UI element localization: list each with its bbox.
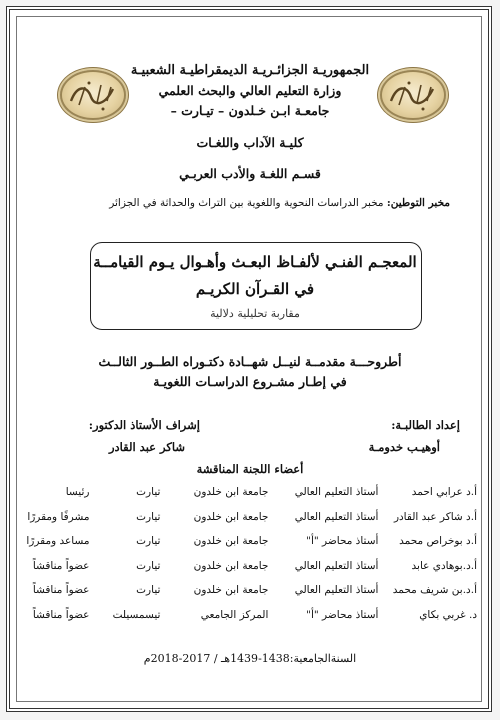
table-row xyxy=(18,578,480,603)
member-institution: جامعة ابن خلدون xyxy=(193,535,269,548)
table-row xyxy=(18,480,480,505)
member-city: تيارت xyxy=(136,535,161,548)
member-name: أ.د بوخراص محمد xyxy=(399,535,477,548)
member-rank: أستاذ التعليم العالي xyxy=(294,584,379,597)
member-institution: جامعة ابن خلدون xyxy=(193,559,269,572)
republic-name: الجمهوريـة الجزائـريـة الديمقراطيـة الشعبيـة xyxy=(130,63,370,78)
member-city: تيارت xyxy=(136,486,161,499)
committee-table xyxy=(18,480,480,627)
member-rank: أستاذ محاضر "أ" xyxy=(306,535,379,548)
member-rank: أستاذ التعليم العالي xyxy=(294,510,379,523)
member-rank: أستاذ محاضر "أ" xyxy=(306,608,379,621)
thesis-subtitle: مقاربة تحليلية دلالية xyxy=(210,307,300,320)
member-name: د. غربي بكاي xyxy=(419,608,477,621)
thesis-title-line1: المعجـم الفنـي لألفـاظ البعـث وأهـوال يـوم القيامــة xyxy=(93,253,417,271)
member-name: أ.د.بن شريف محمد xyxy=(392,584,477,597)
department-name: قسـم اللغـة والأدب العربـي xyxy=(179,166,321,181)
member-role: مساعد ومقررًا xyxy=(26,535,90,548)
student-name: أوهيـب خدومـة xyxy=(368,440,440,454)
member-name: أ.د.بوهادي عابد xyxy=(411,559,477,572)
table-row xyxy=(18,554,480,579)
member-city: تيارت xyxy=(136,510,161,523)
calligraphy-emblem-icon xyxy=(385,75,441,115)
academic-year: السنةالجامعية:1438-1439هـ / 2017-2018م xyxy=(143,652,357,665)
member-role: مشرفًا ومقررًا xyxy=(27,510,90,523)
laboratory-line xyxy=(109,197,450,209)
member-name: أ.د عرابي احمد xyxy=(411,486,477,499)
laboratory-label: مخبر التوطين: xyxy=(386,197,450,209)
member-role: رئيسا xyxy=(65,486,90,499)
member-institution: جامعة ابن خلدون xyxy=(193,584,269,597)
member-role: عضواً مناقشاً xyxy=(32,559,90,572)
thesis-description-line1: أطروحـــة مقدمــة لنيــل شهــادة دكتـوراه الطــور الثالــث xyxy=(98,354,402,369)
member-role: عضواً مناقشاً xyxy=(32,608,90,621)
ministry-name: وزارة التعليم العالي والبحث العلمي xyxy=(158,83,342,98)
member-institution: جامعة ابن خلدون xyxy=(193,510,269,523)
member-rank: أستاذ التعليم العالي xyxy=(294,559,379,572)
student-label: إعداد الطالبـة: xyxy=(391,418,460,432)
member-city: تيارت xyxy=(136,584,161,597)
member-role: عضواً مناقشاً xyxy=(32,584,90,597)
member-institution: جامعة ابن خلدون xyxy=(193,486,269,499)
thesis-description-line2: في إطـار مشـروع الدراسـات اللغويـة xyxy=(153,374,347,389)
laboratory-value: مخبر الدراسات النحوية واللغوية بين التراث والحداثة في الجزائر xyxy=(109,197,384,209)
supervisor-label: إشراف الأستاذ الدكتور: xyxy=(88,418,200,432)
table-row xyxy=(18,529,480,554)
table-row xyxy=(18,603,480,628)
committee-title: أعضاء اللجنة المناقشة xyxy=(196,462,304,476)
supervisor-name: شاكر عبد القادر xyxy=(108,440,185,454)
thesis-title-line2: في القـرآن الكريـم xyxy=(195,280,315,298)
member-city: تيارت xyxy=(136,559,161,572)
university-name: جامعـة ابـن خـلدون – تيـارت – xyxy=(170,103,330,118)
faculty-name: كليـة الآداب واللغـات xyxy=(196,135,304,150)
member-city: تيسمسيلت xyxy=(112,608,161,621)
member-name: أ.د شاكر عبد القادر xyxy=(393,510,477,523)
table-row xyxy=(18,505,480,530)
member-institution: المركز الجامعي xyxy=(200,608,269,621)
member-rank: أستاذ التعليم العالي xyxy=(294,486,379,499)
